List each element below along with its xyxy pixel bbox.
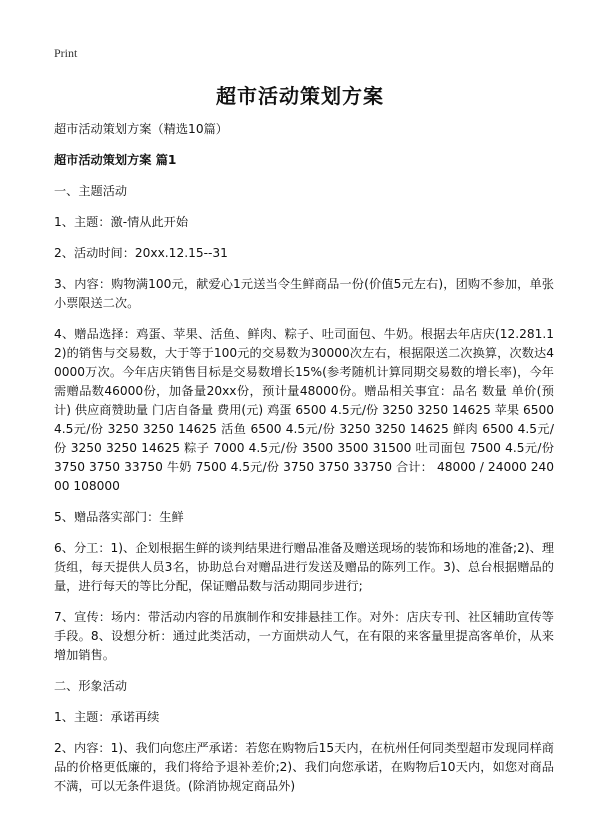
paragraph: 3、内容：购物满100元，献爱心1元送当令生鲜商品一份(价值5元左右)，团购不参加，单张小票限送二次。: [54, 277, 554, 310]
document-body: [54, 120, 554, 808]
document-subtitle: 超市活动策划方案（精选10篇）: [54, 122, 228, 136]
document-title: 超市活动策划方案: [216, 84, 384, 108]
section-heading: 超市活动策划方案 篇1: [54, 153, 177, 167]
paragraph: 1、主题：激-情从此开始: [54, 215, 189, 229]
paragraph: 1、主题：承诺再续: [54, 710, 160, 724]
paragraph: 4、赠品选择：鸡蛋、苹果、活鱼、鲜肉、粽子、吐司面包、牛奶。根据去年店庆(12.281.12)的销售与交易数，大于等于100元的交易数为30000次左右，根据限送二次换算，次数达40000万次。今年店庆销售目标是交易数增长15%(参考随机计算同期交易数的增长率)，今年需赠品数46000份，加备量20xx份，预计量48000份。赠品相关事宜：品名 数量 单价(预计) 供应商赞助量 门店自备量 费用(元) 鸡蛋 6500 4.5元/份 3250 3250 14625 苹果 6500 4.5元/份 3250 3250 14625 活鱼 6500 4.5元/份 3250 3250 14625 鲜肉 6500 4.5元/份 3250 3250 14625 粽子 7000 4.5元/份 3500 3500 31500 吐司面包 7500 4.5元/份 3750 3750 33750 牛奶 7500 4.5元/份 3750 3750 33750 合计： 48000 / 24000 24000 108000: [54, 327, 554, 493]
print-label: Print: [54, 46, 78, 60]
paragraph: 一、主题活动: [54, 184, 128, 198]
paragraph: 二、形象活动: [54, 679, 128, 693]
paragraph: 6、分工：1)、企划根据生鲜的谈判结果进行赠品准备及赠送现场的装饰和场地的准备;2)、理货组，每天提供人员3名，协助总台对赠品进行发送及赠品的陈列工作。3)、总台根据赠品的量，进行每天的等比分配，保证赠品数与活动期同步进行;: [54, 541, 555, 593]
paragraph: 5、赠品落实部门：生鲜: [54, 510, 184, 524]
paragraph: 2、活动时间：20xx.12.15--31: [54, 246, 228, 260]
paragraph: 7、宣传：场内：带活动内容的吊旗制作和安排悬挂工作。对外：店庆专刊、社区辅助宣传等手段。8、设想分析：通过此类活动，一方面烘动人气，在有限的来客量里提高客单价，从来增加销售。: [54, 610, 554, 662]
paragraph: 2、内容：1)、我们向您庄严承诺：若您在购物后15天内，在杭州任何同类型超市发现同样商品的价格更低廉的，我们将给予退补差价;2)、我们向您承诺，在购物后10天内，如您对商品不满，可以无条件退货。(除消协规定商品外): [54, 741, 554, 793]
